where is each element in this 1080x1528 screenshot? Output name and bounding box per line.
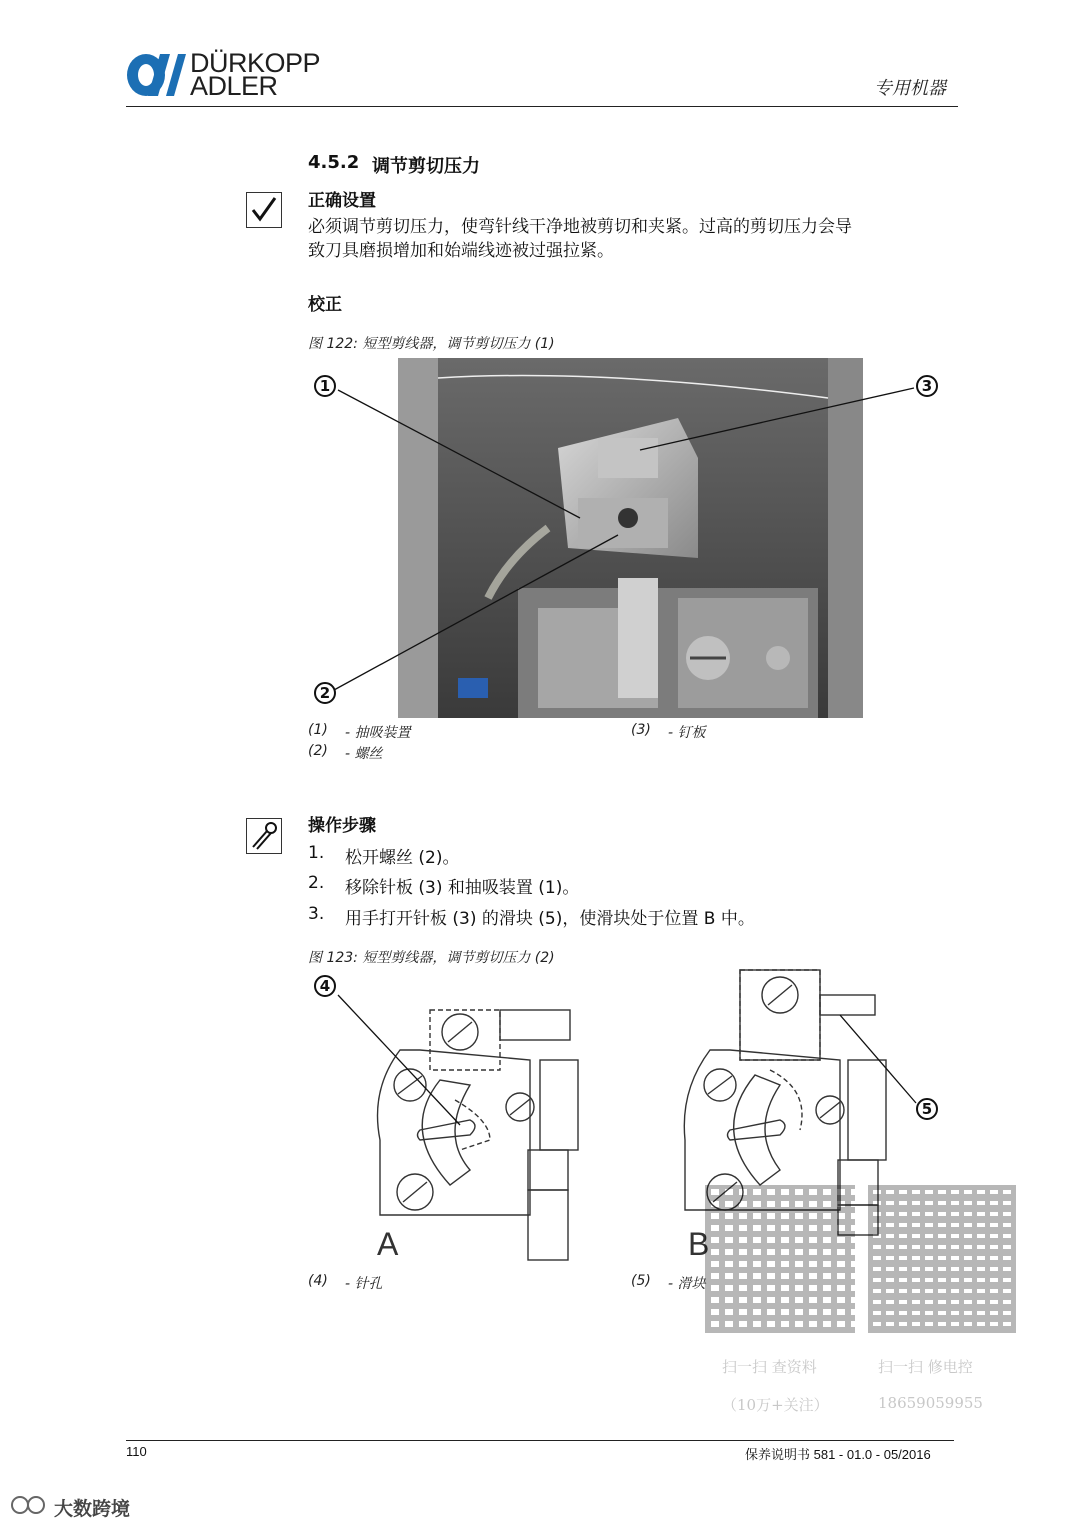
brand-line1: DÜRKOPP [190, 48, 321, 78]
section-label: 专用机器 [874, 78, 946, 99]
legend1-text-1: - 抽吸装置 [345, 725, 411, 741]
legend2-num-4: (4) [308, 1273, 328, 1289]
step-1-num: 1. [308, 843, 325, 863]
section-title: 调节剪切压力 [372, 156, 480, 177]
page-number: 110 [126, 1444, 147, 1459]
step-2-text: 移除针板 (3) 和抽吸装置 (1)。 [345, 878, 580, 898]
qr-code-left [705, 1185, 855, 1333]
step-3-num: 3. [308, 904, 325, 924]
figure2-callout-4: 4 [314, 975, 336, 997]
header-rule [126, 106, 958, 107]
legend1-text-2: - 螺丝 [345, 746, 383, 762]
calibration-heading: 校正 [308, 295, 342, 315]
legend1-text-3: - 钉板 [668, 725, 706, 741]
qr-right-line2: 18659059955 [878, 1394, 983, 1412]
step-1-text: 松开螺丝 (2)。 [345, 848, 460, 868]
qr-left-line2: （10万+关注） [722, 1396, 829, 1414]
legend2-num-5: (5) [631, 1273, 651, 1289]
figure2-callout-lines [320, 975, 940, 1135]
bottom-brand: 大数跨境 [54, 1498, 131, 1520]
step-2-num: 2. [308, 873, 325, 893]
qr-left-line1: 扫一扫 查资料 [722, 1358, 817, 1376]
legend1-num-3: (3) [631, 722, 651, 738]
legend2-text-5: - 滑块 [668, 1276, 706, 1292]
step-3-text: 用手打开针板 (3) 的滑块 (5)，使滑块处于位置 B 中。 [345, 909, 755, 929]
figure2-callout-5: 5 [916, 1098, 938, 1120]
correct-setting-line1: 必须调节剪切压力，使弯针线干净地被剪切和夹紧。过高的剪切压力会导 [308, 217, 852, 237]
header [0, 0, 1080, 110]
legend1-num-2: (2) [308, 743, 328, 759]
section-number: 4.5.2 [308, 152, 360, 173]
figure1-callout-lines [300, 360, 960, 710]
correct-setting-line2: 致刀具磨损增加和始端线迹被过强拉紧。 [308, 241, 614, 261]
legend1-num-1: (1) [308, 722, 328, 738]
procedure-heading: 操作步骤 [308, 816, 376, 836]
brand-watermark-icon [10, 1494, 50, 1516]
brand-line2: ADLER [190, 71, 278, 101]
figure2-caption: 图 123: 短型剪线器，调节剪切压力 (2) [308, 950, 555, 966]
logo-mark-icon [126, 52, 186, 98]
wrench-icon [246, 818, 282, 854]
footer-rule [126, 1440, 954, 1441]
correct-setting-heading: 正确设置 [308, 191, 376, 211]
legend2-text-4: - 针孔 [345, 1276, 383, 1292]
figure1-caption: 图 122: 短型剪线器，调节剪切压力 (1) [308, 336, 555, 352]
checkmark-icon [246, 192, 282, 228]
qr-code-right [868, 1185, 1016, 1333]
position-label-b: B [688, 1226, 710, 1262]
figure1-callout-1: 1 [314, 375, 336, 397]
position-label-a: A [377, 1226, 399, 1262]
figure1-callout-3: 3 [916, 375, 938, 397]
qr-right-line1: 扫一扫 修电控 [878, 1358, 973, 1376]
figure1-callout-2: 2 [314, 682, 336, 704]
doc-reference: 保养说明书 581 - 01.0 - 05/2016 [745, 1447, 931, 1462]
